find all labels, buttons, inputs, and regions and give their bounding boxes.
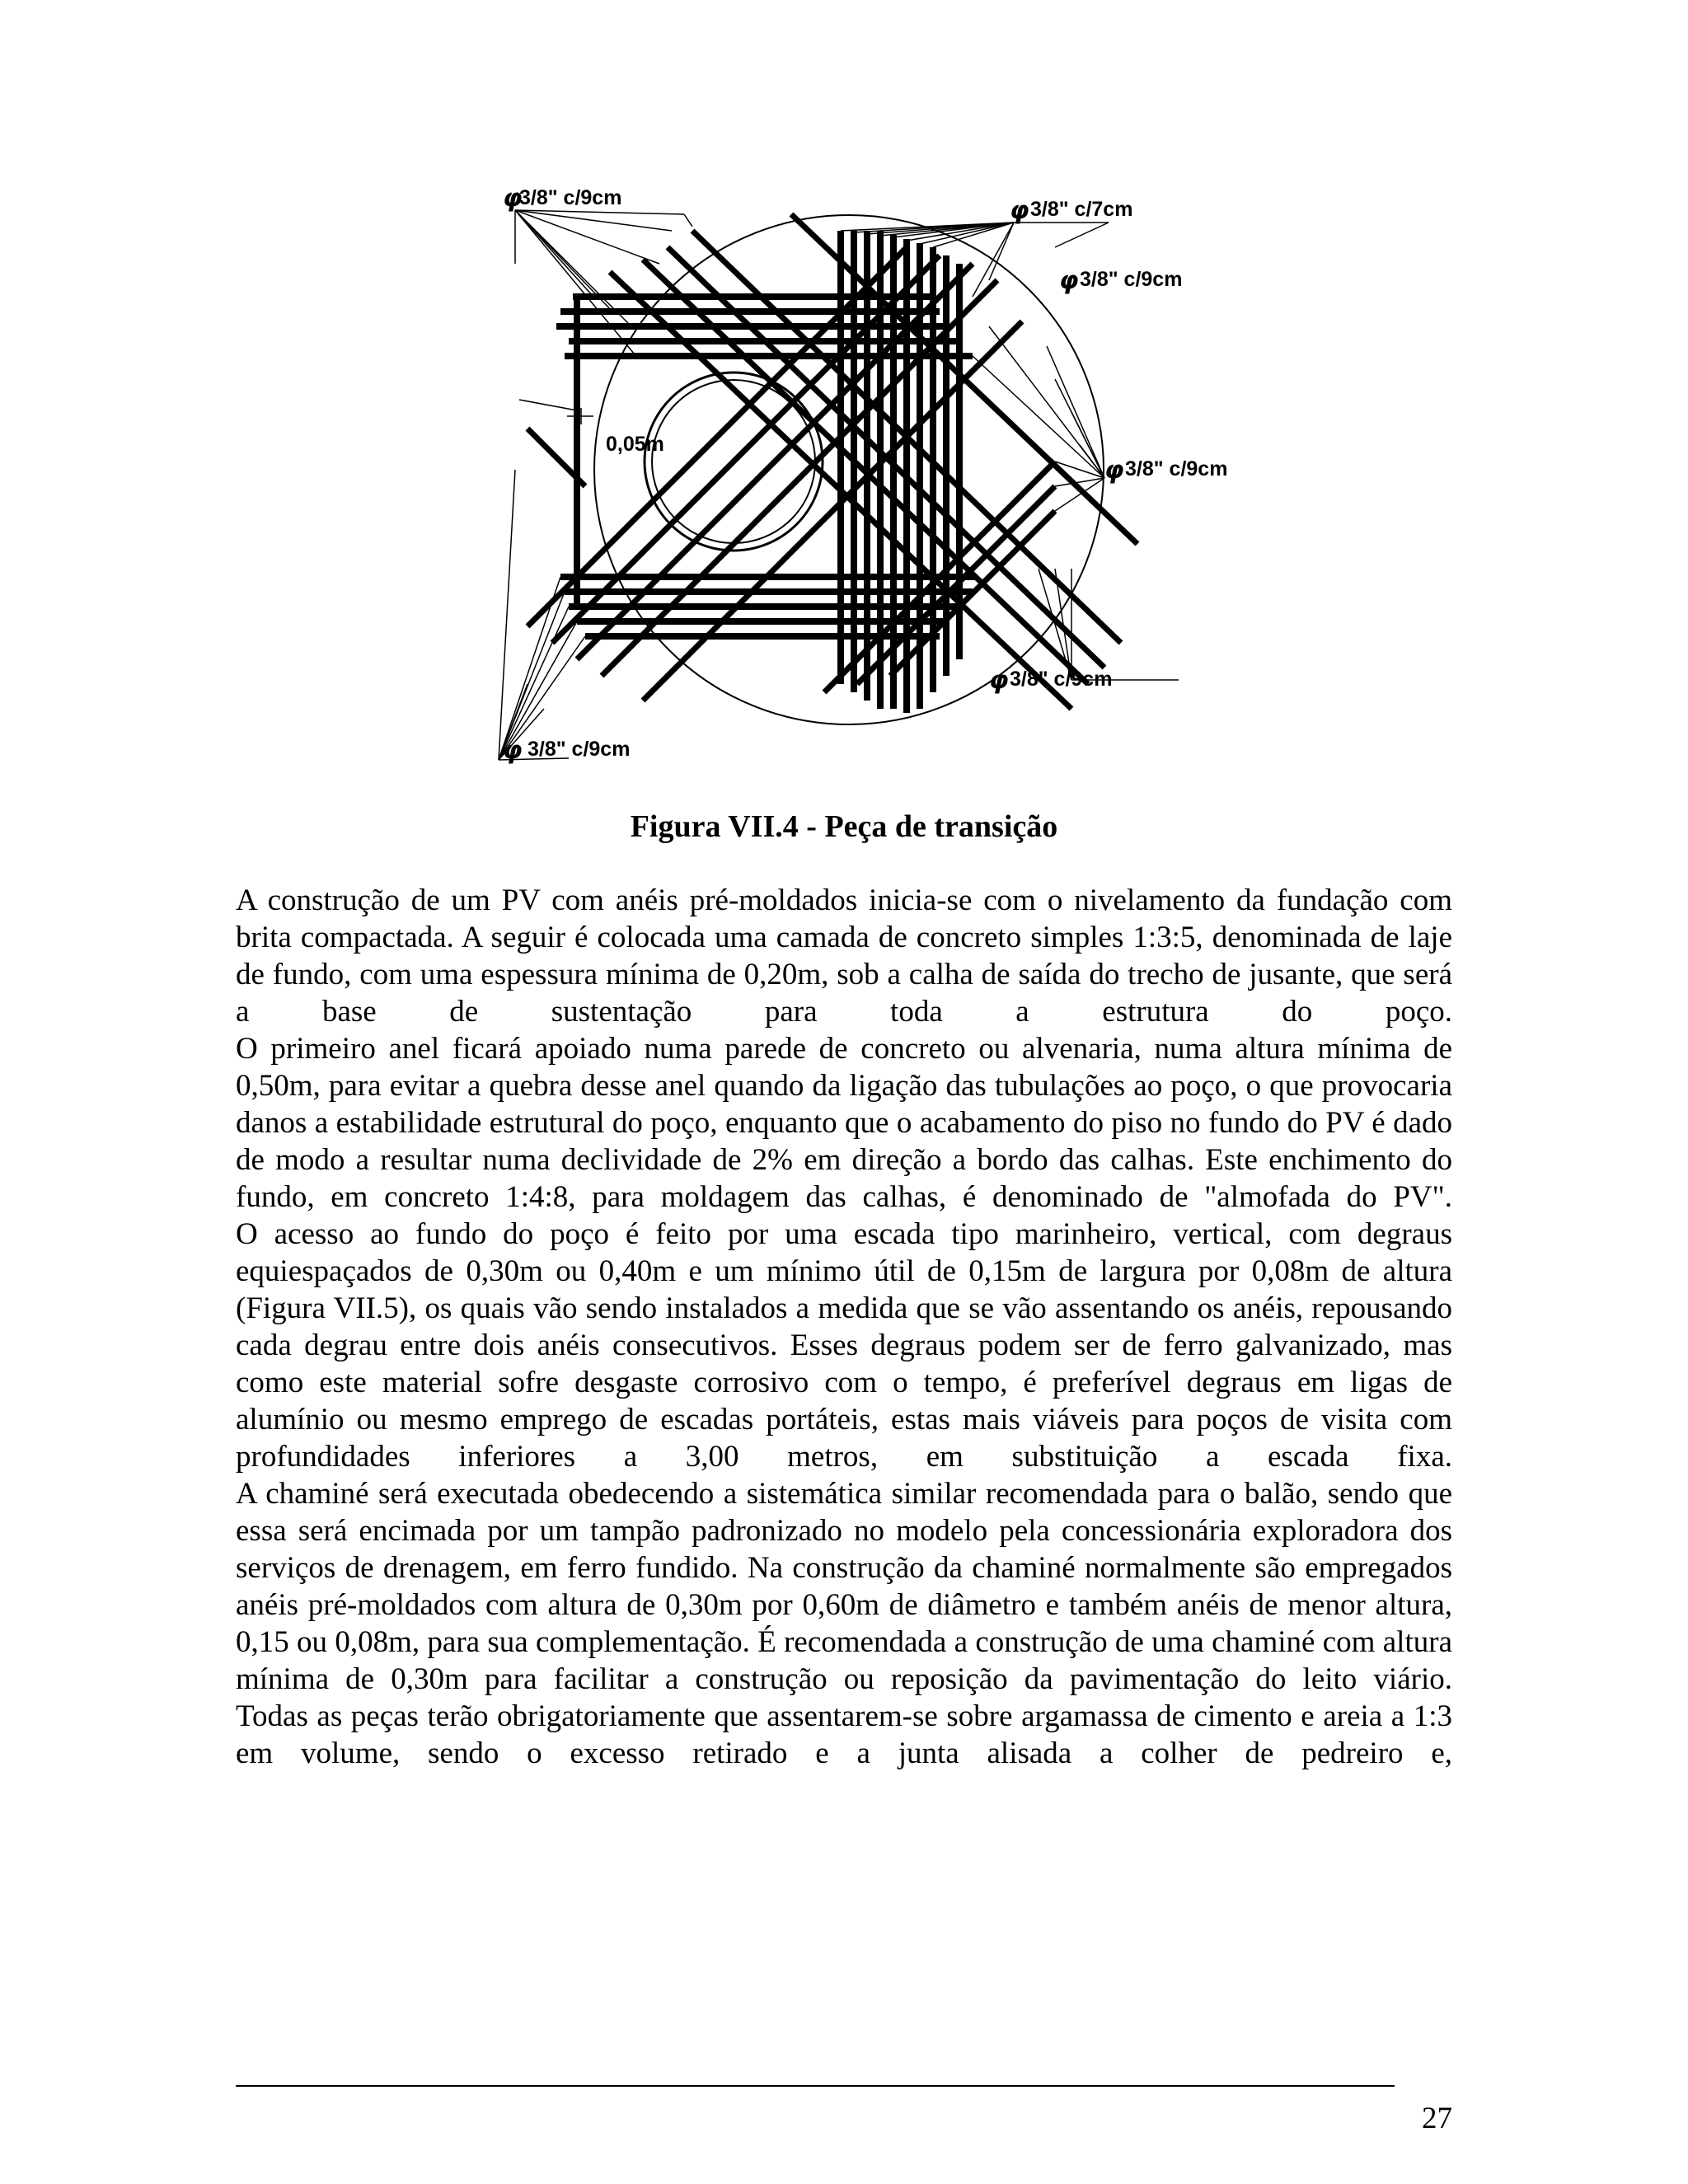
page-number: 27 xyxy=(1422,2102,1452,2135)
reinforcement-figure xyxy=(478,181,1228,775)
paragraph-access-ladder: O acesso ao fundo do poço é feito por uma escada tipo marinheiro, vertical, com degraus equiespaçados de 0,30m ou 0,40m e um mínimo útil de 0,15m de largura por 0,08m de altura (Figura VII.5), os quais vão sendo instalados a medida que se vão assentando os anéis, repousando cada degrau entre dois anéis consecutivos. Esses degraus podem ser de ferro galvanizado, mas como este material sofre desgaste corrosivo com o tempo, é preferível degraus em ligas de alumínio ou mesmo emprego de escadas portáteis, estas mais viáveis para poços de visita com profundidades inferiores a 3,00 metros, em substituição a escada fixa. xyxy=(236,1217,1452,1474)
label-bottom-left: 3/8" c/9cm xyxy=(528,738,631,761)
phi-icon-upper-right: φ xyxy=(1059,266,1079,295)
paragraph-first-ring: O primeiro anel ficará apoiado numa parede de concreto ou alvenaria, numa altura mínima de 0,50m, para evitar a quebra desse anel quando da ligação das tubulações ao poço, o que provocaria danos a estabilidade estrutural do poço, enquanto que o acabamento do piso no fundo do PV é dado de modo a resultar numa declividade de 2% em direção a bordo das calhas. Este enchimento do fundo, em concreto 1:4:8, para moldagem das calhas, é denominado de "almofada do PV". xyxy=(236,1032,1452,1214)
body-text xyxy=(236,882,1452,1772)
outer-circle xyxy=(594,215,1104,724)
figure-caption: Figura VII.4 - Peça de transição xyxy=(630,809,1058,844)
transition-piece-diagram xyxy=(478,181,1228,775)
diagonal-bars-up xyxy=(528,247,1055,701)
phi-icon-top-left: φ xyxy=(503,184,523,213)
phi-icon-bottom-left: φ xyxy=(503,736,523,765)
footer-rule xyxy=(236,2085,1395,2087)
phi-icon-lower-right: φ xyxy=(989,666,1009,695)
label-lower-right: 3/8" c/9cm xyxy=(1010,668,1113,691)
phi-icon-mid-right: φ xyxy=(1104,456,1124,485)
paragraph-foundation: A construção de um PV com anéis pré-moldados inicia-se com o nivelamento da fundação com brita compactada. A seguir é colocada uma camada de concreto simples 1:3:5, denominada de laje de fundo, com uma espessura mínima de 0,20m, sob a calha de saída do trecho de jusante, que será a base de sustentação para toda a estrutura do poço. xyxy=(236,883,1452,1029)
paragraph-mortar: Todas as peças terão obrigatoriamente que assentarem-se sobre argamassa de cimento e areia a 1:3 em volume, sendo o excesso retirado e a junta alisada a colher de pedreiro e, xyxy=(236,1699,1452,1770)
paragraph-chimney: A chaminé será executada obedecendo a sistemática similar recomendada para o balão, sendo que essa será encimada por um tampão padronizado no modelo pela concessionária exploradora dos serviços de drenagem, em ferro fundido. Na construção da chaminé normalmente são empregados anéis pré-moldados com altura de 0,30m por 0,60m de diâmetro e também anéis de menor altura, 0,15 ou 0,08m, para sua complementação. É recomendada a construção de uma chaminé com altura mínima de 0,30m para facilitar a construção ou reposição da pavimentação do leito viário. xyxy=(236,1477,1452,1696)
label-top-right: 3/8" c/7cm xyxy=(1030,198,1133,221)
label-top-left: 3/8" c/9cm xyxy=(519,186,622,209)
label-upper-right: 3/8" c/9cm xyxy=(1080,268,1183,291)
dimension-label: 0,05m xyxy=(606,433,664,456)
phi-icon-top-right: φ xyxy=(1010,196,1029,225)
label-mid-right: 3/8" c/9cm xyxy=(1125,457,1228,480)
